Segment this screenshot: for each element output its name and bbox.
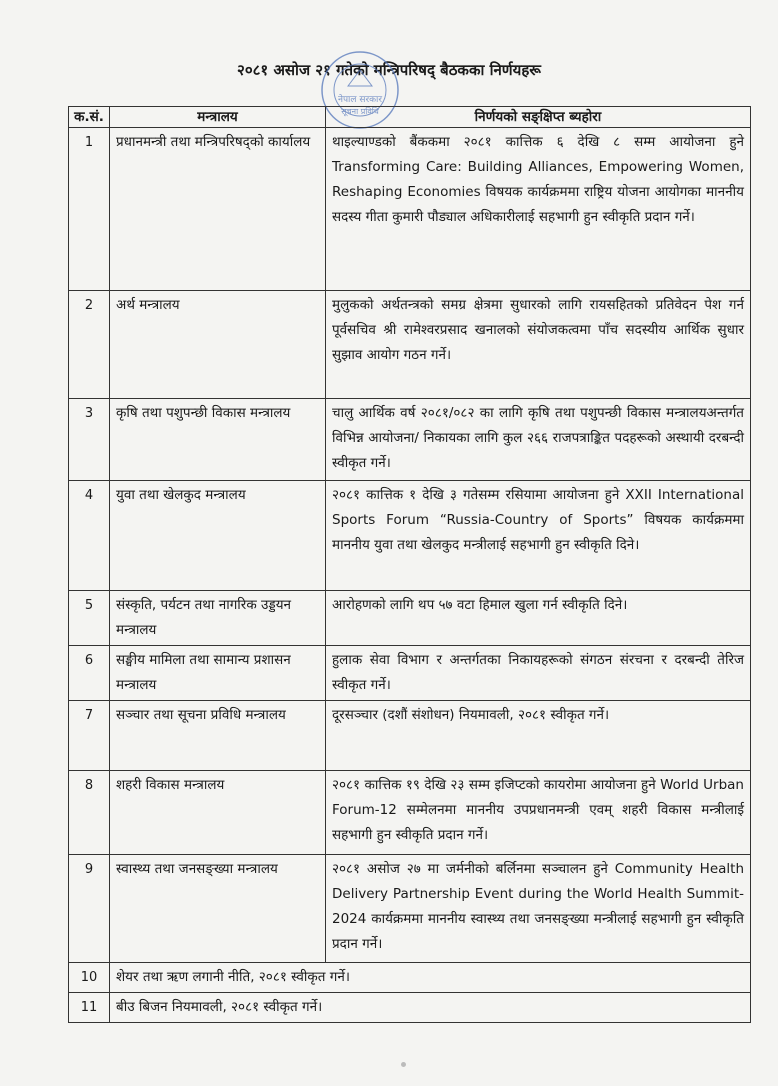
row-ministry: युवा तथा खेलकुद मन्त्रालय: [110, 481, 326, 591]
row-decision: दूरसञ्चार (दशौं संशोधन) नियमावली, २०८१ स्वीकृत गर्ने।: [326, 701, 751, 771]
table-row: [69, 481, 751, 591]
row-decision: मुलुकको अर्थतन्त्रको समग्र क्षेत्रमा सुधारको लागि रायसहितको प्रतिवेदन पेश गर्न पूर्वसचिव श्री रामेश्वरप्रसाद खनालको संयोजकत्वमा पाँच सदस्यीय आर्थिक सुधार सुझाव आयोग गठन गर्ने।: [326, 291, 751, 399]
row-decision: २०८१ कात्तिक १ देखि ३ गतेसम्म रसियामा आयोजना हुने XXII International Sports Forum “Russia-Country of Sports” विषयक कार्यक्रममा माननीय युवा तथा खेलकुद मन्त्रीलाई सहभागी हुन स्वीकृति दिने।: [326, 481, 751, 591]
table-row: [69, 993, 751, 1023]
row-ministry: सङ्घीय मामिला तथा सामान्य प्रशासन मन्त्रालय: [110, 646, 326, 701]
row-decision: थाइल्याण्डको बैंककमा २०८१ कात्तिक ६ देखि ८ सम्म आयोजना हुने Transforming Care: Building Alliances, Empowering Women, Reshaping Economies विषयक कार्यक्रममा राष्ट्रिय योजना आयोगका माननीय सदस्य गीता कुमारी पौड्याल अधिकारीलाई सहभागी हुन स्वीकृति प्रदान गर्ने।: [326, 128, 751, 291]
column-header-ministry: मन्त्रालय: [110, 107, 326, 128]
seal-text-top: नेपाल सरकार: [337, 95, 383, 105]
row-sn: 11: [69, 993, 110, 1023]
row-ministry: स्वास्थ्य तथा जनसङ्ख्या मन्त्रालय: [110, 855, 326, 963]
table-row: [69, 855, 751, 963]
row-sn: 8: [69, 771, 110, 855]
row-sn: 4: [69, 481, 110, 591]
seal-text-bottom: सूचना प्रविधि: [341, 107, 379, 116]
row-sn: 6: [69, 646, 110, 701]
row-decision: आरोहणको लागि थप ५७ वटा हिमाल खुला गर्न स्वीकृति दिने।: [326, 591, 751, 646]
table-row: [69, 291, 751, 399]
row-sn: 5: [69, 591, 110, 646]
row-ministry: अर्थ मन्त्रालय: [110, 291, 326, 399]
row-full-text: बीउ बिजन नियमावली, २०८१ स्वीकृत गर्ने।: [110, 993, 751, 1023]
row-sn: 10: [69, 963, 110, 993]
table-row: [69, 399, 751, 481]
row-ministry: संस्कृति, पर्यटन तथा नागरिक उड्डयन मन्त्रालय: [110, 591, 326, 646]
row-sn: 7: [69, 701, 110, 771]
table-row: [69, 771, 751, 855]
table-row: [69, 591, 751, 646]
row-sn: 3: [69, 399, 110, 481]
row-decision: २०८१ असोज २७ मा जर्मनीको बर्लिनमा सञ्चालन हुने Community Health Delivery Partnership Event during the World Health Summit-2024 कार्यक्रममा माननीय स्वास्थ्य तथा जनसङ्ख्या मन्त्रीलाई सहभागी हुन स्वीकृति प्रदान गर्ने।: [326, 855, 751, 963]
column-header-decision: निर्णयको सङ्क्षिप्त ब्यहोरा: [326, 107, 751, 128]
row-decision: चालु आर्थिक वर्ष २०८१/०८२ का लागि कृषि तथा पशुपन्छी विकास मन्त्रालयअन्तर्गत विभिन्न आयोजना/ निकायका लागि कुल २६६ राजपत्राङ्कित पदहरूको अस्थायी दरबन्दी स्वीकृत गर्ने।: [326, 399, 751, 481]
table-header-row: [69, 107, 751, 128]
table-row: [69, 128, 751, 291]
row-ministry: शहरी विकास मन्त्रालय: [110, 771, 326, 855]
table-row: [69, 701, 751, 771]
table-row: [69, 963, 751, 993]
row-sn: 1: [69, 128, 110, 291]
row-decision: २०८१ कात्तिक १९ देखि २३ सम्म इजिप्टको कायरोमा आयोजना हुने World Urban Forum-12 सम्मेलनमा माननीय उपप्रधानमन्त्री एवम् शहरी विकास मन्त्रीलाई सहभागी हुन स्वीकृति प्रदान गर्ने।: [326, 771, 751, 855]
page-title: २०८१ असोज २१ गतेको मन्त्रिपरिषद् बैठकका निर्णयहरू: [237, 61, 541, 79]
column-header-sn: क.सं.: [69, 107, 110, 128]
row-decision: हुलाक सेवा विभाग र अन्तर्गतका निकायहरूको संगठन संरचना र दरबन्दी तेरिज स्वीकृत गर्ने।: [326, 646, 751, 701]
row-sn: 9: [69, 855, 110, 963]
row-sn: 2: [69, 291, 110, 399]
page-mark: [401, 1062, 406, 1067]
decisions-table: [68, 106, 751, 1023]
row-ministry: कृषि तथा पशुपन्छी विकास मन्त्रालय: [110, 399, 326, 481]
row-ministry: सञ्चार तथा सूचना प्रविधि मन्त्रालय: [110, 701, 326, 771]
row-full-text: शेयर तथा ऋण लगानी नीति, २०८१ स्वीकृत गर्ने।: [110, 963, 751, 993]
row-ministry: प्रधानमन्त्री तथा मन्त्रिपरिषद्‌को कार्यालय: [110, 128, 326, 291]
table-row: [69, 646, 751, 701]
